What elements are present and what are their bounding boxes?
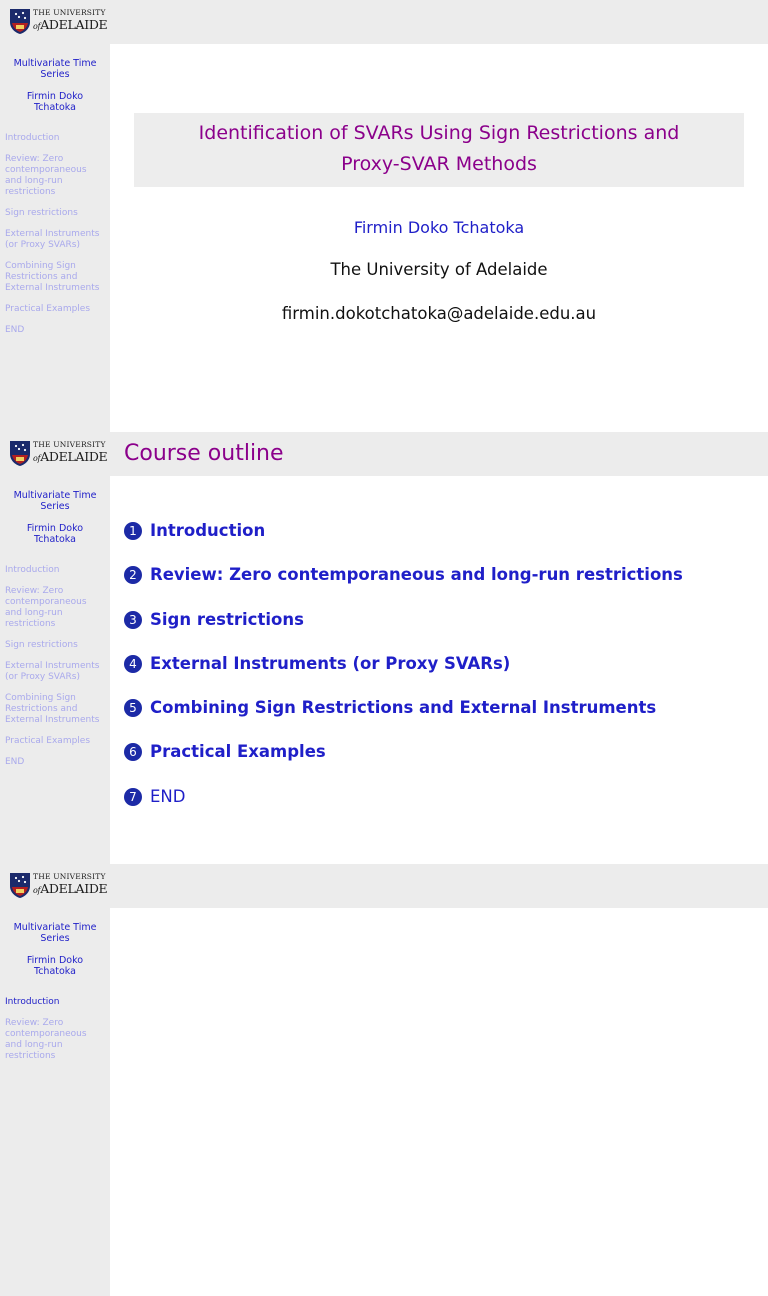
outline-item-label: Combining Sign Restrictions and External Instruments bbox=[150, 698, 657, 718]
outline-item-label: External Instruments (or Proxy SVARs) bbox=[150, 653, 511, 673]
course-outline-list bbox=[124, 520, 764, 830]
sidebar-nav bbox=[5, 133, 107, 346]
sidebar-item-practical-examples[interactable]: Practical Examples bbox=[5, 736, 91, 746]
sidebar-item-external-instruments[interactable]: External Instruments (or Proxy SVARs) bbox=[5, 229, 100, 250]
introduction-slide bbox=[0, 864, 768, 1061]
sidebar bbox=[0, 432, 110, 864]
outline-item[interactable] bbox=[124, 520, 764, 564]
university-logo bbox=[9, 440, 108, 468]
outline-item[interactable] bbox=[124, 697, 764, 741]
sidebar-item-introduction[interactable]: Introduction bbox=[5, 133, 60, 143]
sidebar-item-review[interactable]: Review: Zero contemporaneous and long-run restrictions bbox=[5, 586, 87, 629]
university-logo bbox=[9, 8, 108, 36]
logo-line1: THE UNIVERSITY bbox=[33, 8, 106, 17]
sidebar-item-introduction[interactable]: Introduction bbox=[5, 997, 60, 1007]
adelaide-crest-icon bbox=[9, 440, 31, 467]
sidebar-author[interactable]: Firmin Doko Tchatoka bbox=[26, 91, 84, 113]
presenter-email: firmin.dokotchatoka@adelaide.edu.au bbox=[281, 304, 597, 323]
outline-item[interactable] bbox=[124, 609, 764, 653]
presentation-title: Identification of SVARs Using Sign Restrictions and Proxy-SVAR Methods bbox=[198, 122, 680, 175]
frame-title: Course outline bbox=[124, 441, 284, 466]
outline-item-label: Introduction bbox=[150, 521, 266, 540]
sidebar-nav bbox=[5, 997, 107, 1072]
logo-line2: ofADELAIDE bbox=[33, 449, 108, 464]
outline-item[interactable] bbox=[124, 564, 764, 608]
sidebar bbox=[0, 0, 110, 432]
section-number-badge: 7 bbox=[124, 788, 142, 806]
outline-item-label: Sign restrictions bbox=[150, 609, 304, 629]
sidebar-item-review[interactable]: Review: Zero contemporaneous and long-run restrictions bbox=[5, 154, 87, 197]
sidebar-item-external-instruments[interactable]: External Instruments (or Proxy SVARs) bbox=[5, 661, 100, 682]
sidebar-item-sign-restrictions[interactable]: Sign restrictions bbox=[5, 640, 78, 650]
title-box bbox=[134, 113, 744, 187]
sidebar-course-title[interactable]: Multivariate Time Series bbox=[13, 490, 97, 512]
adelaide-crest-icon bbox=[9, 8, 31, 35]
logo-line2: ofADELAIDE bbox=[33, 17, 108, 32]
institution: The University of Adelaide bbox=[330, 260, 548, 279]
section-number-badge: 1 bbox=[124, 522, 142, 540]
outline-item-label: Practical Examples bbox=[150, 742, 326, 762]
sidebar-item-end[interactable]: END bbox=[5, 757, 25, 767]
sidebar-nav bbox=[5, 565, 107, 778]
sidebar-item-sign-restrictions[interactable]: Sign restrictions bbox=[5, 208, 78, 218]
sidebar-item-practical-examples[interactable]: Practical Examples bbox=[5, 304, 91, 314]
outline-item[interactable] bbox=[124, 653, 764, 697]
sidebar-author[interactable]: Firmin Doko Tchatoka bbox=[26, 523, 84, 545]
sidebar bbox=[0, 864, 110, 1296]
sidebar-item-review[interactable]: Review: Zero contemporaneous and long-run restrictions bbox=[5, 1018, 87, 1061]
outline-item[interactable] bbox=[124, 741, 764, 785]
sidebar-item-combining[interactable]: Combining Sign Restrictions and External Instruments bbox=[5, 693, 100, 725]
logo-line1: THE UNIVERSITY bbox=[33, 872, 106, 881]
section-number-badge: 4 bbox=[124, 655, 142, 673]
section-number-badge: 5 bbox=[124, 699, 142, 717]
university-logo bbox=[9, 872, 108, 900]
section-number-badge: 2 bbox=[124, 566, 142, 584]
header-band bbox=[110, 0, 768, 44]
sidebar-item-introduction[interactable]: Introduction bbox=[5, 565, 60, 575]
logo-line1: THE UNIVERSITY bbox=[33, 440, 106, 449]
outline-slide bbox=[0, 432, 768, 864]
header-band bbox=[110, 864, 768, 908]
presenter-name: Firmin Doko Tchatoka bbox=[353, 218, 525, 237]
outline-item-label: Review: Zero contemporaneous and long-run restrictions bbox=[150, 565, 683, 585]
logo-line2: ofADELAIDE bbox=[33, 881, 108, 896]
outline-item-label: END bbox=[150, 786, 186, 806]
section-number-badge: 3 bbox=[124, 611, 142, 629]
sidebar-course-title[interactable]: Multivariate Time Series bbox=[13, 922, 97, 944]
outline-item[interactable] bbox=[124, 786, 764, 830]
sidebar-item-end[interactable]: END bbox=[5, 325, 25, 335]
sidebar-course-title[interactable]: Multivariate Time Series bbox=[13, 58, 97, 80]
sidebar-author[interactable]: Firmin Doko Tchatoka bbox=[26, 955, 84, 977]
section-number-badge: 6 bbox=[124, 743, 142, 761]
adelaide-crest-icon bbox=[9, 872, 31, 899]
sidebar-item-combining[interactable]: Combining Sign Restrictions and External Instruments bbox=[5, 261, 100, 293]
title-slide bbox=[0, 0, 768, 432]
